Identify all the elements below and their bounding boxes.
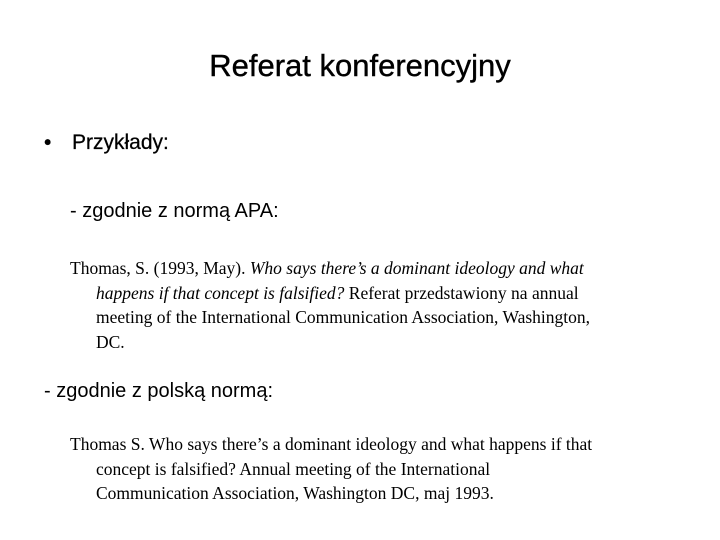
- apa-reference-venue-part-1: Referat przedstawiony na annual: [344, 282, 579, 303]
- apa-reference: [70, 256, 690, 354]
- slide-title: Referat konferencyjny: [209, 48, 511, 83]
- apa-reference-line-3: meeting of the International Communication Association, Washington,: [96, 307, 591, 327]
- apa-reference-title-part-1: Who says there’s a dominant ideology and what: [249, 258, 584, 278]
- polish-reference-line-3: Communication Association, Washington DC, maj 1993.: [96, 483, 494, 503]
- bullet-dot-icon: •: [44, 131, 52, 154]
- polish-heading: - zgodnie z polską normą:: [44, 380, 274, 402]
- bullet-label: Przykłady:: [72, 131, 169, 154]
- apa-heading: - zgodnie z normą APA:: [70, 200, 279, 222]
- apa-reference-line-4: DC.: [96, 331, 125, 352]
- apa-reference-authors: Thomas, S. (1993, May).: [70, 258, 250, 278]
- apa-reference-line-1: [70, 256, 690, 281]
- polish-reference: [70, 432, 690, 506]
- apa-reference-line-2: [70, 281, 690, 306]
- polish-reference-line-1: Thomas S. Who says there’s a dominant ideology and what happens if that: [70, 434, 593, 454]
- bullet-item-examples: [44, 131, 169, 155]
- apa-reference-title-part-2: happens if that concept is falsified?: [96, 282, 345, 303]
- polish-reference-line-2: concept is falsified? Annual meeting of the International: [96, 458, 491, 479]
